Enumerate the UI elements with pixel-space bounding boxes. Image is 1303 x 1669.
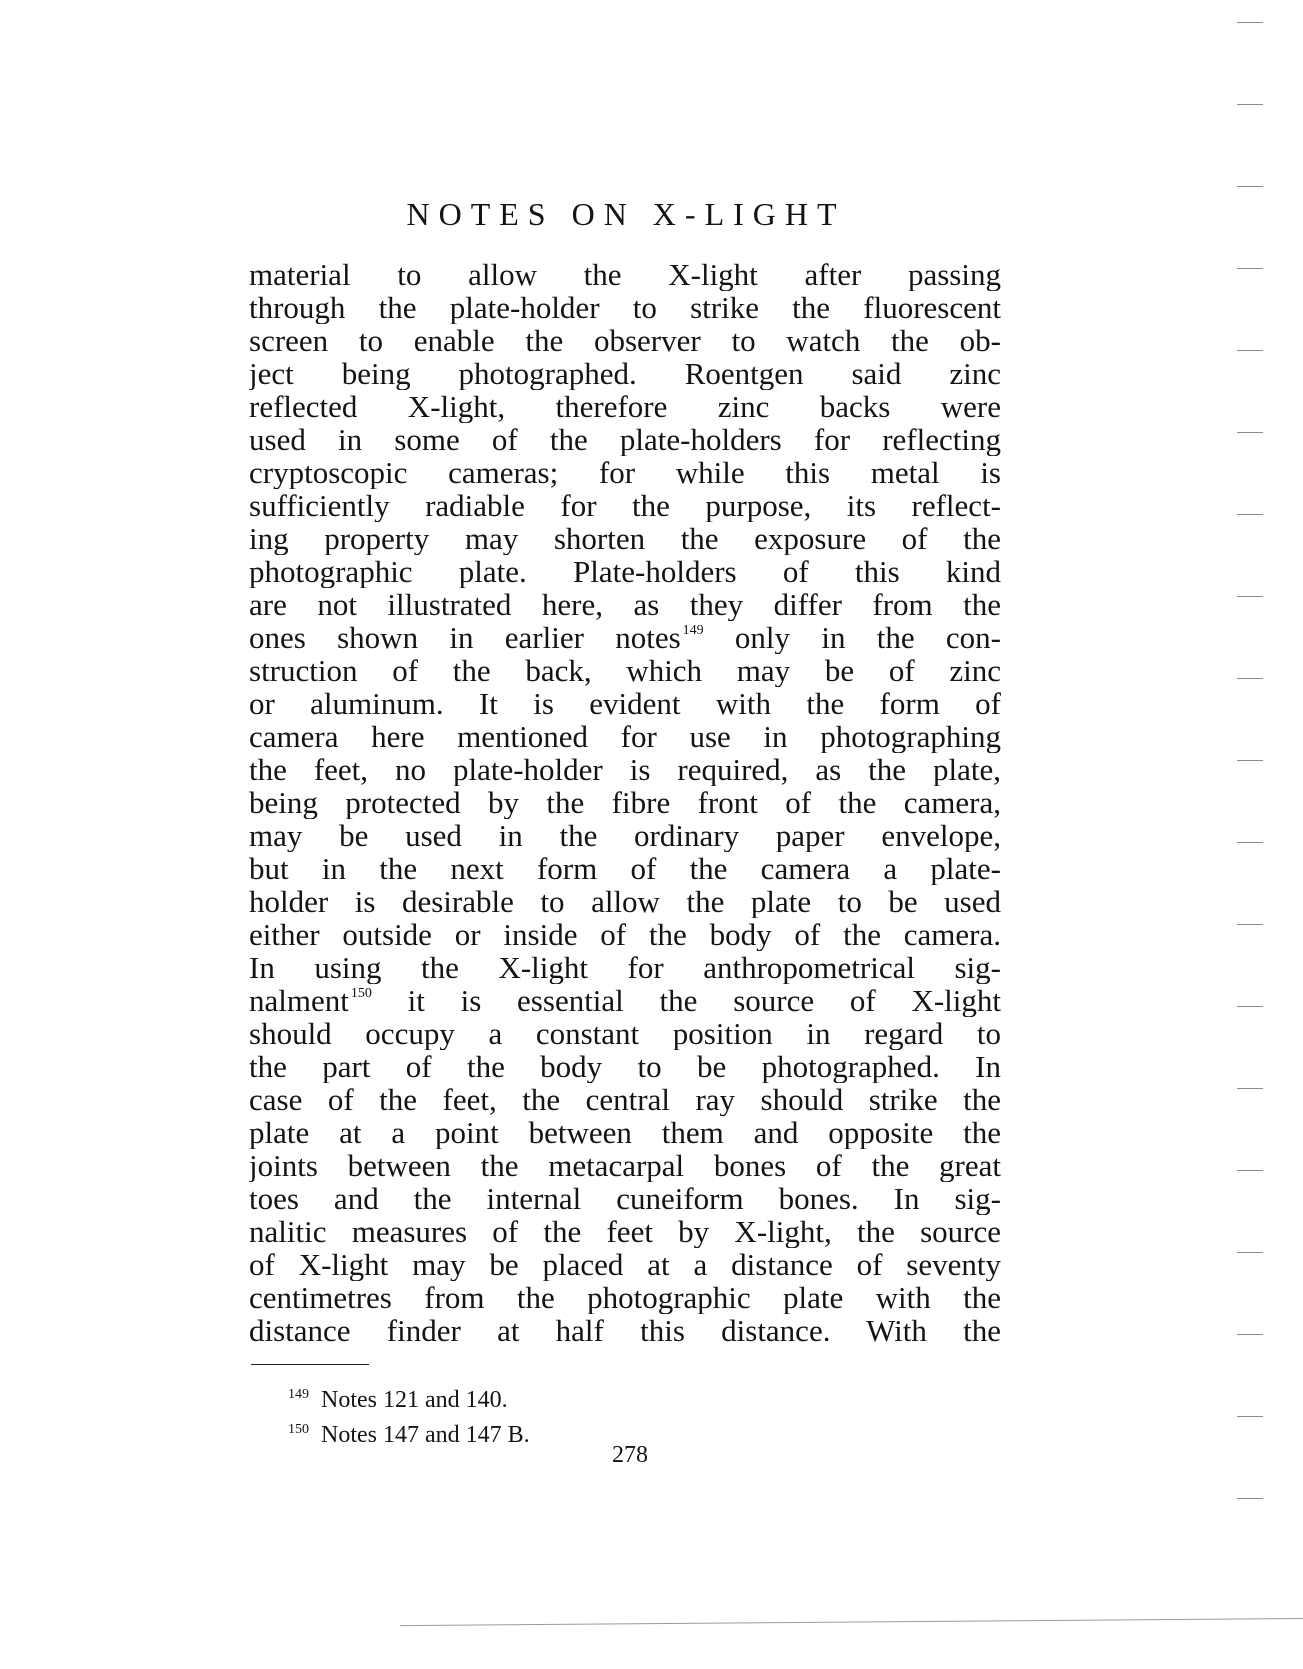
page-number: 278 — [612, 1442, 648, 1468]
text-line-content: photographic plate. Plate-holders of this kind — [249, 555, 1001, 588]
text-line-content: plate at a point between them and opposite the — [249, 1116, 1001, 1149]
margin-tick — [1237, 924, 1263, 925]
text-line-content: joints between the metacarpal bones of the great — [249, 1149, 1001, 1182]
running-head: NOTES ON X-LIGHT — [406, 196, 846, 232]
margin-tick — [1237, 1498, 1263, 1499]
text-line — [249, 1248, 1001, 1281]
footnote-reference: 149 — [682, 623, 704, 638]
text-line-content: nalitic measures of the feet by X-light, the source — [249, 1215, 1001, 1248]
text-line — [249, 951, 1001, 984]
text-line-content: but in the next form of the camera a plate- — [249, 852, 1001, 885]
text-line-content: either outside or inside of the body of the camera. — [249, 918, 1001, 951]
text-line-content: of X-light may be placed at a distance of seventy — [249, 1248, 1001, 1281]
text-line-content: ones shown in earlier notes — [249, 621, 681, 654]
margin-tick — [1237, 678, 1263, 679]
text-line-content: reflected X-light, therefore zinc backs were — [249, 390, 1001, 423]
text-line-content: ject being photographed. Roentgen said zinc — [249, 357, 1001, 390]
text-line-content: cryptoscopic cameras; for while this metal is — [249, 456, 1001, 489]
text-line — [249, 885, 1001, 918]
text-line — [249, 324, 1001, 357]
text-line — [249, 258, 1001, 291]
text-line — [249, 1215, 1001, 1248]
text-line-content: ing property may shorten the exposure of the — [249, 522, 1001, 555]
text-line — [249, 1050, 1001, 1083]
text-line-content: the feet, no plate-holder is required, as the plate, — [249, 753, 1001, 786]
footnote-text: Notes 121 and 140. — [321, 1387, 508, 1413]
text-line-content: distance finder at half this distance. With the — [249, 1314, 1001, 1347]
text-line — [249, 720, 1001, 753]
text-line-content: camera here mentioned for use in photographing — [249, 720, 1001, 753]
text-line — [249, 1281, 1001, 1314]
text-line-content: through the plate-holder to strike the fluorescent — [249, 291, 1001, 324]
footnote-rule — [251, 1364, 369, 1365]
margin-tick — [1237, 268, 1263, 269]
footnotes — [288, 1380, 788, 1450]
footnote-text: Notes 147 and 147 B. — [321, 1422, 530, 1448]
text-line-content: In using the X-light for anthropometrical sig- — [249, 951, 1001, 984]
text-line-content: toes and the internal cuneiform bones. In sig- — [249, 1182, 1001, 1215]
text-line — [249, 1314, 1001, 1347]
text-line — [249, 687, 1001, 720]
body-text — [249, 258, 1001, 1347]
margin-tick — [1237, 596, 1263, 597]
margin-tick — [1237, 432, 1263, 433]
text-line — [249, 291, 1001, 324]
text-line — [249, 357, 1001, 390]
text-line — [249, 1116, 1001, 1149]
text-line — [249, 819, 1001, 852]
text-line-content: case of the feet, the central ray should strike the — [249, 1083, 1001, 1116]
text-line-content: the part of the body to be photographed. In — [249, 1050, 1001, 1083]
margin-tick — [1237, 1088, 1263, 1089]
text-line — [249, 786, 1001, 819]
margin-tick — [1237, 1334, 1263, 1335]
text-line-content: holder is desirable to allow the plate to be used — [249, 885, 1001, 918]
text-line-content: are not illustrated here, as they differ from the — [249, 588, 1001, 621]
text-line — [249, 522, 1001, 555]
footnote-number: 149 — [288, 1387, 309, 1402]
text-line — [249, 753, 1001, 786]
margin-tick — [1237, 22, 1263, 23]
margin-tick — [1237, 1006, 1263, 1007]
text-line — [249, 423, 1001, 456]
margin-tick — [1237, 186, 1263, 187]
text-line — [249, 621, 1001, 654]
footnote — [288, 1380, 788, 1415]
text-line — [249, 1149, 1001, 1182]
text-line — [249, 1017, 1001, 1050]
footnote — [288, 1415, 788, 1450]
footnote-number: 150 — [288, 1422, 309, 1437]
text-line — [249, 984, 1001, 1017]
text-line — [249, 654, 1001, 687]
text-line — [249, 918, 1001, 951]
footnote-reference: 150 — [350, 986, 372, 1001]
text-line — [249, 555, 1001, 588]
margin-tick — [1237, 514, 1263, 515]
text-line-content: it is essential the source of X-light — [371, 984, 1001, 1017]
text-line-content: being protected by the fibre front of the camera, — [249, 786, 1001, 819]
text-line-content: screen to enable the observer to watch the ob- — [249, 324, 1001, 357]
scan-bottom-edge — [400, 1618, 1303, 1626]
margin-tick — [1237, 104, 1263, 105]
text-line — [249, 852, 1001, 885]
text-line — [249, 588, 1001, 621]
text-line-content: used in some of the plate-holders for reflecting — [249, 423, 1001, 456]
margin-tick — [1237, 842, 1263, 843]
text-line-content: struction of the back, which may be of zinc — [249, 654, 1001, 687]
text-line-content: may be used in the ordinary paper envelope, — [249, 819, 1001, 852]
text-line-content: only in the con- — [703, 621, 1001, 654]
text-line — [249, 1083, 1001, 1116]
margin-tick — [1237, 1170, 1263, 1171]
text-line — [249, 390, 1001, 423]
text-line-content: sufficiently radiable for the purpose, its reflect- — [249, 489, 1001, 522]
text-line-content: nalment — [249, 984, 349, 1017]
margin-tick — [1237, 760, 1263, 761]
margin-tick — [1237, 350, 1263, 351]
text-line-content: or aluminum. It is evident with the form of — [249, 687, 1001, 720]
text-line — [249, 489, 1001, 522]
text-line — [249, 1182, 1001, 1215]
text-line-content: centimetres from the photographic plate with the — [249, 1281, 1001, 1314]
margin-tick — [1237, 1416, 1263, 1417]
text-line-content: should occupy a constant position in regard to — [249, 1017, 1001, 1050]
margin-tick — [1237, 1252, 1263, 1253]
text-line-content: material to allow the X-light after passing — [249, 258, 1001, 291]
text-line — [249, 456, 1001, 489]
